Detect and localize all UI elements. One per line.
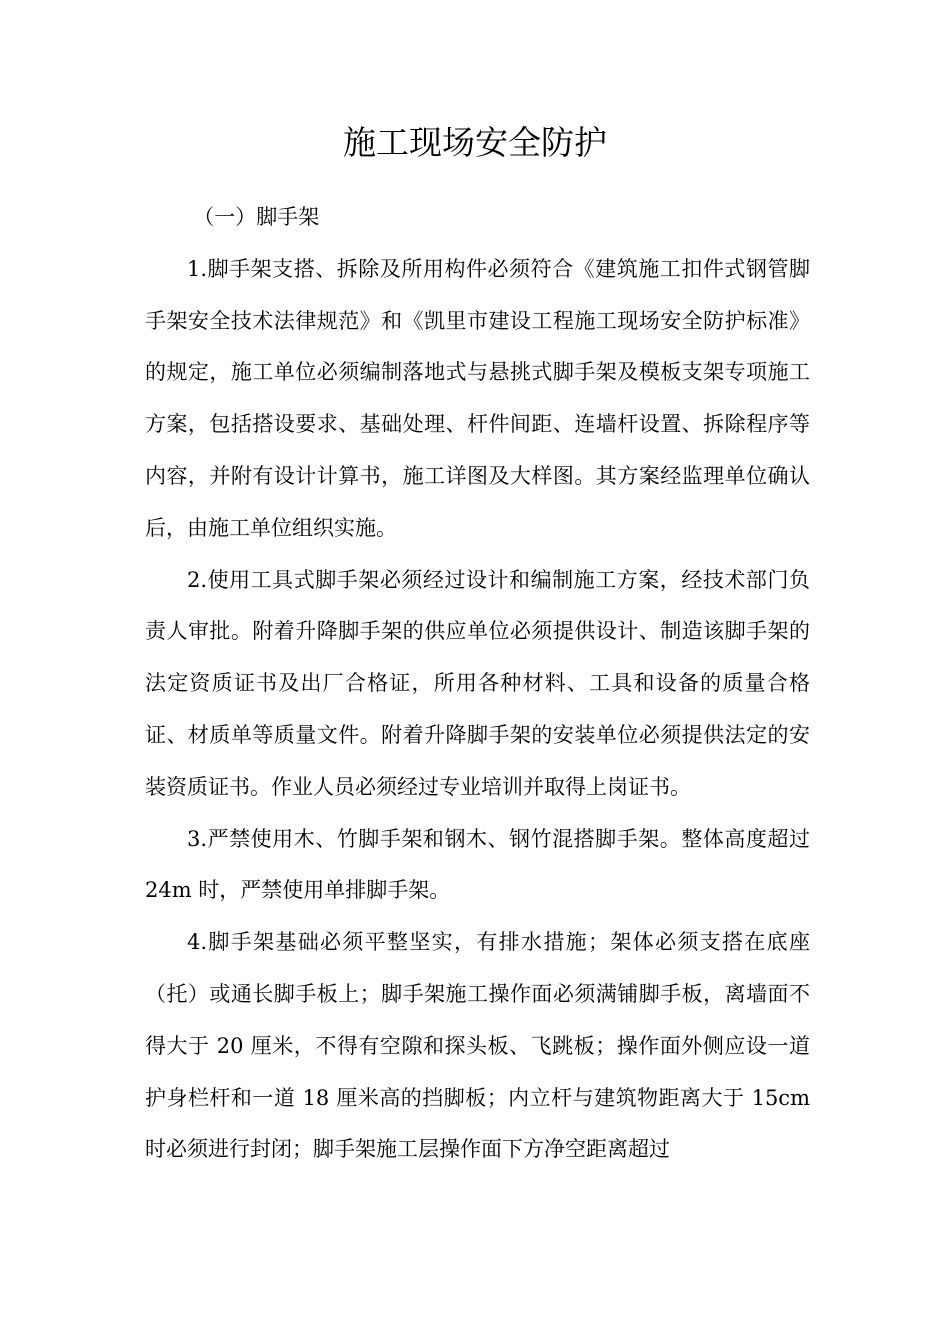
paragraph-3: 3.严禁使用木、竹脚手架和钢木、钢竹混搭脚手架。整体高度超过 24m 时，严禁使用单排脚手架。	[145, 826, 810, 903]
document-title: 施工现场安全防护	[343, 123, 607, 162]
document-body	[145, 192, 810, 1176]
section-heading: （一）脚手架	[193, 205, 320, 229]
paragraph-1: 1.脚手架支搭、拆除及所用构件必须符合《建筑施工扣件式钢管脚手架安全技术法律规范》和《凯里市建设工程施工现场安全防护标准》的规定，施工单位必须编制落地式与悬挑式脚手架及模板支架专项施工方案，包括搭设要求、基础处理、杆件间距、连墙杆设置、拆除程序等内容，并附有设计计算书，施工详图及大样图。其方案经监理单位确认后，由施工单位组织实施。	[145, 256, 810, 540]
paragraph-2: 2.使用工具式脚手架必须经过设计和编制施工方案，经技术部门负责人审批。附着升降脚手架的供应单位必须提供设计、制造该脚手架的法定资质证书及出厂合格证，所用各种材料、工具和设备的质量合格证、材质单等质量文件。附着升降脚手架的安装单位必须提供法定的安装资质证书。作业人员必须经过专业培训并取得上岗证书。	[145, 567, 810, 799]
paragraph-4: 4.脚手架基础必须平整坚实，有排水措施；架体必须支搭在底座（托）或通长脚手板上；脚手架施工操作面必须满铺脚手板，离墙面不得大于 20 厘米，不得有空隙和探头板、飞跳板；操作面外侧应设一道护身栏杆和一道 18 厘米高的挡脚板；内立杆与建筑物距离大于 15cm 时必须进行封闭；脚手架施工层操作面下方净空距离超过	[145, 930, 810, 1162]
